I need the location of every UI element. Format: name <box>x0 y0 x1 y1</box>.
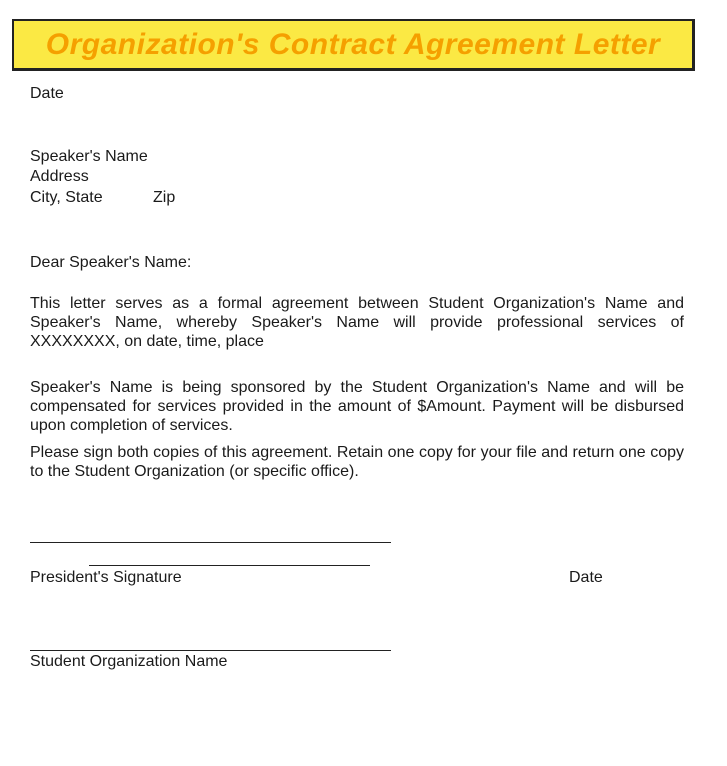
salutation: Dear Speaker's Name: <box>30 254 192 271</box>
president-signature-line <box>30 542 391 543</box>
speaker-address: Address <box>30 168 89 185</box>
president-signature-label: President's Signature <box>30 569 182 586</box>
speaker-zip: Zip <box>153 189 176 206</box>
paragraph-agreement: This letter serves as a formal agreement between Student Organization's Name and Speaker's Name, whereby Speaker's Name will provide professional services of XXXXXXXX, on date, time, place <box>30 295 684 350</box>
paragraph-compensation: Speaker's Name is being sponsored by the Student Organization's Name and will be compensated for services provided in the amount of $Amount. Payment will be disbursed upon completion of services. <box>30 379 684 434</box>
organization-signature-line <box>30 650 391 651</box>
speaker-city-state: City, State <box>30 189 103 206</box>
organization-name-label: Student Organization Name <box>30 653 228 670</box>
paragraph-instructions: Please sign both copies of this agreement. Retain one copy for your file and return one copy to the Student Organization (or specific office). <box>30 444 684 480</box>
document-title: Organization's Contract Agreement Letter <box>45 27 661 61</box>
date-line: Date <box>30 85 64 102</box>
speaker-name: Speaker's Name <box>30 148 148 165</box>
title-banner <box>12 19 695 71</box>
signature-date-label: Date <box>569 569 603 586</box>
date-signature-line <box>89 565 370 566</box>
